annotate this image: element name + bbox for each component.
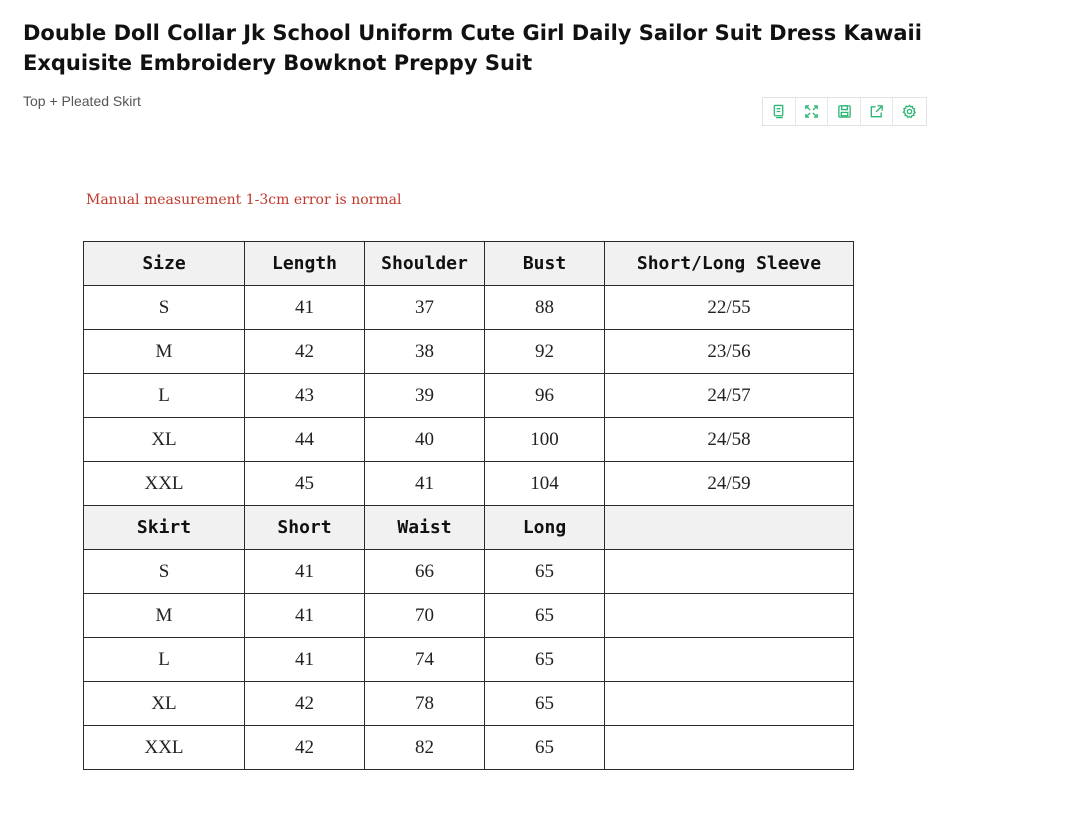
- save-button[interactable]: [828, 98, 861, 125]
- share-button[interactable]: [861, 98, 894, 125]
- table-row: [84, 682, 854, 726]
- table-cell: 41: [365, 462, 485, 506]
- table-cell: M: [84, 330, 245, 374]
- copy-button[interactable]: [763, 98, 796, 125]
- table-cell: XL: [84, 682, 245, 726]
- table-cell: [605, 726, 854, 770]
- table-cell: L: [84, 638, 245, 682]
- table-cell: 66: [365, 550, 485, 594]
- table-row: [84, 374, 854, 418]
- table-cell: 78: [365, 682, 485, 726]
- header-cell: Shoulder: [365, 242, 485, 286]
- table-row: [84, 726, 854, 770]
- skirt-header-row: [84, 506, 854, 550]
- product-subtitle: Top + Pleated Skirt: [23, 93, 141, 109]
- header-cell: Short: [245, 506, 365, 550]
- table-cell: 44: [245, 418, 365, 462]
- table-cell: 37: [365, 286, 485, 330]
- table-cell: 41: [245, 594, 365, 638]
- table-cell: 104: [485, 462, 605, 506]
- table-cell: 65: [485, 682, 605, 726]
- header-cell: Long: [485, 506, 605, 550]
- table-cell: L: [84, 374, 245, 418]
- table-cell: M: [84, 594, 245, 638]
- measurement-note: Manual measurement 1-3cm error is normal: [86, 192, 402, 208]
- size-table: [83, 241, 854, 770]
- table-cell: 41: [245, 286, 365, 330]
- table-cell: XXL: [84, 462, 245, 506]
- table-cell: 24/59: [605, 462, 854, 506]
- table-cell: 65: [485, 550, 605, 594]
- table-cell: XL: [84, 418, 245, 462]
- table-cell: 88: [485, 286, 605, 330]
- table-cell: 41: [245, 638, 365, 682]
- table-cell: 24/57: [605, 374, 854, 418]
- table-cell: 82: [365, 726, 485, 770]
- table-cell: 43: [245, 374, 365, 418]
- settings-button[interactable]: [893, 98, 926, 125]
- table-cell: 65: [485, 726, 605, 770]
- table-cell: 100: [485, 418, 605, 462]
- table-cell: XXL: [84, 726, 245, 770]
- copy-icon: [771, 104, 786, 119]
- table-row: [84, 286, 854, 330]
- table-row: [84, 462, 854, 506]
- header-cell: Length: [245, 242, 365, 286]
- table-row: [84, 550, 854, 594]
- table-cell: 42: [245, 330, 365, 374]
- table-cell: 23/56: [605, 330, 854, 374]
- table-cell: 41: [245, 550, 365, 594]
- save-icon: [837, 104, 852, 119]
- table-cell: 42: [245, 726, 365, 770]
- expand-icon: [804, 104, 819, 119]
- image-toolbar: [762, 97, 927, 126]
- table-cell: 24/58: [605, 418, 854, 462]
- header-cell: Skirt: [84, 506, 245, 550]
- table-cell: 65: [485, 638, 605, 682]
- table-cell: 92: [485, 330, 605, 374]
- table-cell: 65: [485, 594, 605, 638]
- product-title: Double Doll Collar Jk School Uniform Cute Girl Daily Sailor Suit Dress Kawaii Exquisite Embroidery Bowknot Preppy Suit: [23, 21, 922, 75]
- table-cell: [605, 638, 854, 682]
- table-cell: 40: [365, 418, 485, 462]
- table-cell: [605, 682, 854, 726]
- table-cell: S: [84, 286, 245, 330]
- share-icon: [869, 104, 884, 119]
- table-cell: 38: [365, 330, 485, 374]
- header-cell: Bust: [485, 242, 605, 286]
- table-cell: 22/55: [605, 286, 854, 330]
- size-chart-image: [79, 178, 859, 778]
- header-cell: Waist: [365, 506, 485, 550]
- table-row: [84, 638, 854, 682]
- expand-button[interactable]: [796, 98, 829, 125]
- table-row: [84, 594, 854, 638]
- header-cell: Short/Long Sleeve: [605, 242, 854, 286]
- table-cell: 70: [365, 594, 485, 638]
- table-cell: [605, 594, 854, 638]
- table-cell: 96: [485, 374, 605, 418]
- table-cell: [605, 550, 854, 594]
- table-row: [84, 330, 854, 374]
- header-cell: [605, 506, 854, 550]
- table-cell: 74: [365, 638, 485, 682]
- top-header-row: [84, 242, 854, 286]
- header-cell: Size: [84, 242, 245, 286]
- table-row: [84, 418, 854, 462]
- table-cell: 42: [245, 682, 365, 726]
- table-cell: S: [84, 550, 245, 594]
- gear-icon: [902, 104, 917, 119]
- table-cell: 39: [365, 374, 485, 418]
- table-cell: 45: [245, 462, 365, 506]
